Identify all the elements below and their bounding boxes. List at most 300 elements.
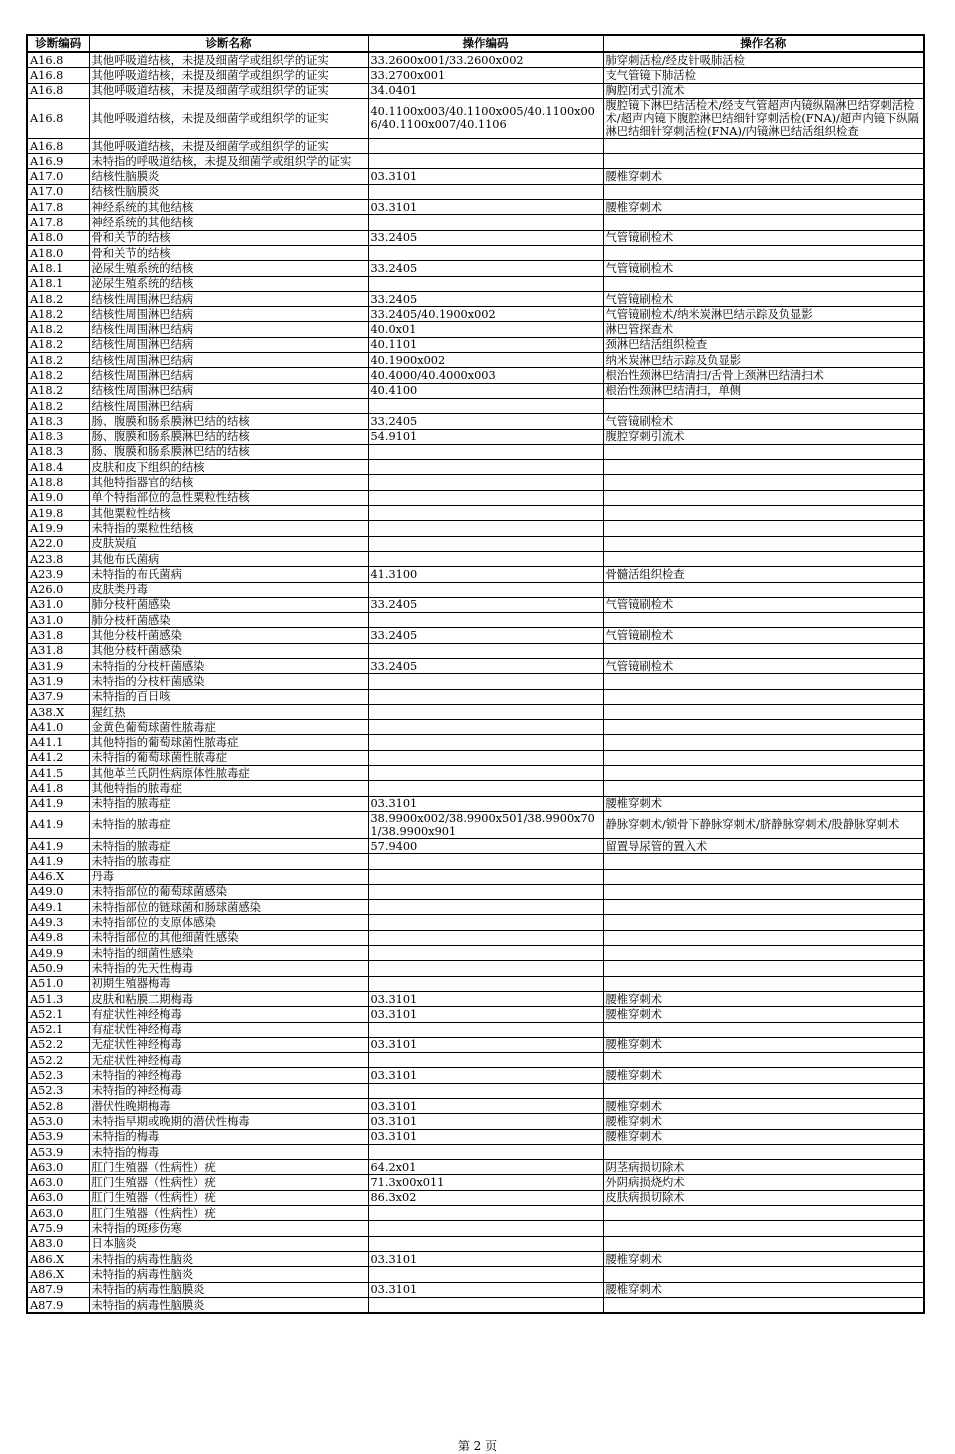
- table-row: [27, 551, 924, 566]
- diagnosis-code-cell: A18.2: [27, 307, 89, 322]
- diagnosis-name-cell: 未特指的梅毒: [89, 1129, 368, 1144]
- table-row: [27, 613, 924, 628]
- operation-code-cell: [368, 536, 603, 551]
- diagnosis-code-cell: A18.2: [27, 368, 89, 383]
- operation-code-cell: [368, 276, 603, 291]
- diagnosis-code-cell: A49.9: [27, 946, 89, 961]
- operation-name-cell: [603, 1083, 924, 1098]
- operation-code-cell: 54.9101: [368, 429, 603, 444]
- operation-code-cell: [368, 521, 603, 536]
- table-row: [27, 628, 924, 643]
- operation-name-cell: [603, 536, 924, 551]
- operation-name-cell: [603, 704, 924, 719]
- table-row: [27, 1083, 924, 1098]
- operation-name-cell: [603, 154, 924, 169]
- operation-code-cell: 03.3101: [368, 1114, 603, 1129]
- diagnosis-name-cell: 未特指的脓毒症: [89, 838, 368, 853]
- diagnosis-code-cell: A16.8: [27, 52, 89, 68]
- diagnosis-name-cell: 其他呼吸道结核，未提及细菌学或组织学的证实: [89, 52, 368, 68]
- diagnosis-name-cell: 未特指部位的链球菌和肠球菌感染: [89, 900, 368, 915]
- table-row: [27, 735, 924, 750]
- table-row: [27, 184, 924, 199]
- diagnosis-code-cell: A86.X: [27, 1251, 89, 1266]
- diagnosis-code-cell: A18.3: [27, 414, 89, 429]
- diagnosis-code-cell: A18.2: [27, 322, 89, 337]
- operation-name-cell: [603, 1297, 924, 1313]
- diagnosis-code-cell: A17.8: [27, 200, 89, 215]
- table-row: [27, 991, 924, 1006]
- diagnosis-code-cell: A86.X: [27, 1267, 89, 1282]
- operation-name-cell: 支气管镜下肺活检: [603, 68, 924, 83]
- table-row: [27, 582, 924, 597]
- operation-code-cell: [368, 490, 603, 505]
- diagnosis-name-cell: 未特指的斑疹伤寒: [89, 1221, 368, 1236]
- diagnosis-name-cell: 初期生殖器梅毒: [89, 976, 368, 991]
- diagnosis-name-cell: 其他呼吸道结核，未提及细菌学或组织学的证实: [89, 68, 368, 83]
- diagnosis-code-cell: A41.9: [27, 811, 89, 838]
- operation-code-cell: 33.2405: [368, 628, 603, 643]
- header-operation-name: 操作名称: [603, 35, 924, 52]
- operation-name-cell: 气管镜刷检术: [603, 291, 924, 306]
- operation-name-cell: [603, 854, 924, 869]
- table-row: [27, 98, 924, 138]
- operation-code-cell: [368, 215, 603, 230]
- diagnosis-name-cell: 肛门生殖器（性病性）疣: [89, 1175, 368, 1190]
- operation-name-cell: [603, 781, 924, 796]
- operation-code-cell: [368, 475, 603, 490]
- table-row: [27, 567, 924, 582]
- operation-code-cell: [368, 1083, 603, 1098]
- table-row: [27, 781, 924, 796]
- diagnosis-code-cell: A31.9: [27, 658, 89, 673]
- diagnosis-code-cell: A75.9: [27, 1221, 89, 1236]
- operation-name-cell: 淋巴管探查术: [603, 322, 924, 337]
- operation-code-cell: 57.9400: [368, 838, 603, 853]
- diagnosis-name-cell: 结核性周围淋巴结病: [89, 368, 368, 383]
- diagnosis-code-cell: A46.X: [27, 869, 89, 884]
- operation-code-cell: [368, 138, 603, 153]
- diagnosis-code-cell: A41.5: [27, 766, 89, 781]
- diagnosis-code-cell: A41.9: [27, 838, 89, 853]
- diagnosis-code-cell: A87.9: [27, 1282, 89, 1297]
- operation-code-cell: 03.3101: [368, 1037, 603, 1052]
- diagnosis-code-cell: A18.2: [27, 383, 89, 398]
- diagnosis-name-cell: 未特指的病毒性脑膜炎: [89, 1297, 368, 1313]
- operation-code-cell: 33.2405: [368, 414, 603, 429]
- operation-name-cell: [603, 398, 924, 413]
- operation-name-cell: 骨髓活组织检查: [603, 567, 924, 582]
- operation-name-cell: 腹腔镜下淋巴结活检术/经支气管超声内镜纵隔淋巴结穿刺活检术/超声内镜下腹腔淋巴结细针穿刺活检(FNA)/超声内镜下纵隔淋巴结细针穿刺活检(FNA)/内镜淋巴结活组织检查: [603, 98, 924, 138]
- diagnosis-name-cell: 肛门生殖器（性病性）疣: [89, 1160, 368, 1175]
- table-row: [27, 429, 924, 444]
- diagnosis-code-cell: A23.9: [27, 567, 89, 582]
- operation-name-cell: [603, 1022, 924, 1037]
- diagnosis-code-cell: A52.2: [27, 1037, 89, 1052]
- diagnosis-code-cell: A49.3: [27, 915, 89, 930]
- operation-code-cell: [368, 1221, 603, 1236]
- operation-name-cell: 腹腔穿刺引流术: [603, 429, 924, 444]
- diagnosis-code-cell: A19.0: [27, 490, 89, 505]
- operation-code-cell: 33.2600x001/33.2600x002: [368, 52, 603, 68]
- operation-code-cell: 03.3101: [368, 1099, 603, 1114]
- diagnosis-name-cell: 未特指的脓毒症: [89, 796, 368, 811]
- operation-name-cell: [603, 1144, 924, 1159]
- table-row: [27, 854, 924, 869]
- diagnosis-code-cell: A16.8: [27, 138, 89, 153]
- diagnosis-name-cell: 其他呼吸道结核，未提及细菌学或组织学的证实: [89, 83, 368, 98]
- diagnosis-code-cell: A51.3: [27, 991, 89, 1006]
- operation-name-cell: 皮肤病损切除术: [603, 1190, 924, 1205]
- diagnosis-code-cell: A23.8: [27, 551, 89, 566]
- table-row: [27, 1251, 924, 1266]
- operation-name-cell: [603, 1053, 924, 1068]
- operation-name-cell: 颈淋巴结活组织检查: [603, 337, 924, 352]
- header-row: [27, 35, 924, 52]
- table-row: [27, 946, 924, 961]
- operation-code-cell: 40.0x01: [368, 322, 603, 337]
- operation-code-cell: [368, 398, 603, 413]
- diagnosis-name-cell: 结核性周围淋巴结病: [89, 353, 368, 368]
- operation-code-cell: 71.3x00x011: [368, 1175, 603, 1190]
- table-row: [27, 750, 924, 765]
- table-row: [27, 245, 924, 260]
- operation-code-cell: 40.1100x003/40.1100x005/40.1100x006/40.1100x007/40.1106: [368, 98, 603, 138]
- diagnosis-code-cell: A52.2: [27, 1053, 89, 1068]
- operation-code-cell: [368, 1267, 603, 1282]
- diagnosis-code-cell: A51.0: [27, 976, 89, 991]
- diagnosis-name-cell: 骨和关节的结核: [89, 245, 368, 260]
- operation-code-cell: 40.1900x002: [368, 353, 603, 368]
- operation-name-cell: [603, 915, 924, 930]
- table-row: [27, 68, 924, 83]
- table-row: [27, 1022, 924, 1037]
- diagnosis-code-cell: A18.2: [27, 337, 89, 352]
- operation-name-cell: [603, 900, 924, 915]
- table-row: [27, 796, 924, 811]
- operation-code-cell: [368, 460, 603, 475]
- table-row: [27, 536, 924, 551]
- operation-name-cell: [603, 643, 924, 658]
- operation-name-cell: [603, 1221, 924, 1236]
- operation-code-cell: 03.3101: [368, 1251, 603, 1266]
- diagnosis-code-cell: A18.1: [27, 276, 89, 291]
- operation-name-cell: [603, 138, 924, 153]
- operation-code-cell: 33.2405: [368, 230, 603, 245]
- operation-name-cell: [603, 930, 924, 945]
- diagnosis-name-cell: 未特指的粟粒性结核: [89, 521, 368, 536]
- operation-name-cell: [603, 506, 924, 521]
- table-row: [27, 811, 924, 838]
- operation-name-cell: 气管镜刷检术: [603, 597, 924, 612]
- operation-code-cell: 33.2405: [368, 291, 603, 306]
- table-row: [27, 154, 924, 169]
- operation-name-cell: [603, 750, 924, 765]
- header-operation-code: 操作编码: [368, 35, 603, 52]
- operation-code-cell: 03.3101: [368, 1007, 603, 1022]
- operation-name-cell: [603, 961, 924, 976]
- operation-code-cell: [368, 689, 603, 704]
- diagnosis-code-cell: A16.9: [27, 154, 89, 169]
- operation-name-cell: [603, 475, 924, 490]
- operation-code-cell: [368, 704, 603, 719]
- diagnosis-code-cell: A18.0: [27, 230, 89, 245]
- table-row: [27, 322, 924, 337]
- operation-code-cell: 40.1101: [368, 337, 603, 352]
- diagnosis-code-cell: A52.8: [27, 1099, 89, 1114]
- operation-name-cell: [603, 946, 924, 961]
- table-row: [27, 766, 924, 781]
- operation-name-cell: 根治性颈淋巴结清扫，单侧: [603, 383, 924, 398]
- diagnosis-name-cell: 皮肤和皮下组织的结核: [89, 460, 368, 475]
- diagnosis-name-cell: 结核性周围淋巴结病: [89, 307, 368, 322]
- diagnosis-name-cell: 未特指的病毒性脑炎: [89, 1251, 368, 1266]
- diagnosis-code-cell: A18.8: [27, 475, 89, 490]
- diagnosis-code-cell: A31.0: [27, 597, 89, 612]
- operation-name-cell: 外阴病损烧灼术: [603, 1175, 924, 1190]
- operation-code-cell: [368, 582, 603, 597]
- operation-code-cell: [368, 900, 603, 915]
- operation-code-cell: 33.2405: [368, 597, 603, 612]
- diagnosis-code-cell: A83.0: [27, 1236, 89, 1251]
- diagnosis-code-cell: A31.8: [27, 628, 89, 643]
- diagnosis-code-cell: A18.2: [27, 398, 89, 413]
- operation-name-cell: 腰椎穿刺术: [603, 796, 924, 811]
- operation-code-cell: [368, 245, 603, 260]
- diagnosis-code-cell: A16.8: [27, 83, 89, 98]
- diagnosis-code-cell: A87.9: [27, 1297, 89, 1313]
- operation-code-cell: [368, 869, 603, 884]
- diagnosis-name-cell: 未特指的呼吸道结核，未提及细菌学或组织学的证实: [89, 154, 368, 169]
- operation-name-cell: [603, 276, 924, 291]
- operation-code-cell: [368, 781, 603, 796]
- diagnosis-name-cell: 肠、腹膜和肠系膜淋巴结的结核: [89, 444, 368, 459]
- diagnosis-name-cell: 未特指的葡萄球菌性脓毒症: [89, 750, 368, 765]
- diagnosis-name-cell: 肛门生殖器（性病性）疣: [89, 1190, 368, 1205]
- page-number: 第 2 页: [457, 1439, 498, 1453]
- table-row: [27, 230, 924, 245]
- diagnosis-name-cell: 肺分枝杆菌感染: [89, 597, 368, 612]
- diagnosis-name-cell: 结核性周围淋巴结病: [89, 291, 368, 306]
- operation-code-cell: 33.2405/40.1900x002: [368, 307, 603, 322]
- diagnosis-name-cell: 其他粟粒性结核: [89, 506, 368, 521]
- table-row: [27, 915, 924, 930]
- diagnosis-code-cell: A38.X: [27, 704, 89, 719]
- operation-name-cell: [603, 215, 924, 230]
- operation-name-cell: 根治性颈淋巴结清扫/舌骨上颈淋巴结清扫术: [603, 368, 924, 383]
- diagnosis-name-cell: 其他特指器官的结核: [89, 475, 368, 490]
- operation-name-cell: 气管镜刷检术: [603, 628, 924, 643]
- diagnosis-code-cell: A18.4: [27, 460, 89, 475]
- operation-name-cell: 腰椎穿刺术: [603, 1129, 924, 1144]
- diagnosis-code-cell: A17.0: [27, 184, 89, 199]
- table-row: [27, 961, 924, 976]
- diagnosis-code-cell: A49.0: [27, 884, 89, 899]
- diagnosis-name-cell: 神经系统的其他结核: [89, 200, 368, 215]
- diagnosis-name-cell: 日本脑炎: [89, 1236, 368, 1251]
- operation-code-cell: 38.9900x002/38.9900x501/38.9900x701/38.9900x901: [368, 811, 603, 838]
- diagnosis-name-cell: 其他呼吸道结核，未提及细菌学或组织学的证实: [89, 98, 368, 138]
- table-row: [27, 414, 924, 429]
- operation-name-cell: [603, 766, 924, 781]
- table-row: [27, 83, 924, 98]
- table-row: [27, 1114, 924, 1129]
- table-row: [27, 1129, 924, 1144]
- diagnosis-code-cell: A63.0: [27, 1175, 89, 1190]
- diagnosis-name-cell: 其他分枝杆菌感染: [89, 643, 368, 658]
- operation-code-cell: 34.0401: [368, 83, 603, 98]
- diagnosis-code-cell: A19.8: [27, 506, 89, 521]
- table-body: [27, 52, 924, 1313]
- diagnosis-code-cell: A18.1: [27, 261, 89, 276]
- operation-code-cell: [368, 976, 603, 991]
- diagnosis-name-cell: 未特指的脓毒症: [89, 811, 368, 838]
- diagnosis-name-cell: 有症状性神经梅毒: [89, 1022, 368, 1037]
- diagnosis-code-cell: A37.9: [27, 689, 89, 704]
- diagnosis-name-cell: 未特指的病毒性脑炎: [89, 1267, 368, 1282]
- table-row: [27, 643, 924, 658]
- diagnosis-code-cell: A63.0: [27, 1206, 89, 1221]
- table-row: [27, 1190, 924, 1205]
- diagnosis-name-cell: 其他呼吸道结核，未提及细菌学或组织学的证实: [89, 138, 368, 153]
- table-row: [27, 1206, 924, 1221]
- diagnosis-name-cell: 结核性脑膜炎: [89, 184, 368, 199]
- table-row: [27, 506, 924, 521]
- diagnosis-name-cell: 结核性周围淋巴结病: [89, 322, 368, 337]
- table-row: [27, 215, 924, 230]
- operation-code-cell: [368, 1206, 603, 1221]
- operation-code-cell: [368, 884, 603, 899]
- diagnosis-code-cell: A50.9: [27, 961, 89, 976]
- operation-name-cell: 腰椎穿刺术: [603, 1037, 924, 1052]
- table-row: [27, 337, 924, 352]
- operation-code-cell: [368, 930, 603, 945]
- operation-name-cell: 气管镜刷检术/纳米炭淋巴结示踪及负显影: [603, 307, 924, 322]
- diagnosis-name-cell: 未特指部位的其他细菌性感染: [89, 930, 368, 945]
- table-row: [27, 307, 924, 322]
- operation-code-cell: 41.3100: [368, 567, 603, 582]
- diagnosis-name-cell: 其他布氏菌病: [89, 551, 368, 566]
- table-row: [27, 884, 924, 899]
- operation-name-cell: [603, 582, 924, 597]
- table-row: [27, 490, 924, 505]
- operation-name-cell: 腰椎穿刺术: [603, 169, 924, 184]
- table-row: [27, 169, 924, 184]
- diagnosis-code-cell: A52.1: [27, 1022, 89, 1037]
- table-row: [27, 674, 924, 689]
- table-row: [27, 460, 924, 475]
- header-diagnosis-name: 诊断名称: [89, 35, 368, 52]
- operation-code-cell: [368, 915, 603, 930]
- operation-code-cell: [368, 613, 603, 628]
- operation-code-cell: 03.3101: [368, 991, 603, 1006]
- table-row: [27, 1144, 924, 1159]
- table-row: [27, 1037, 924, 1052]
- diagnosis-code-cell: A31.8: [27, 643, 89, 658]
- diagnosis-name-cell: 未特指的细菌性感染: [89, 946, 368, 961]
- operation-name-cell: 腰椎穿刺术: [603, 1114, 924, 1129]
- operation-name-cell: 气管镜刷检术: [603, 414, 924, 429]
- table-row: [27, 900, 924, 915]
- operation-code-cell: [368, 1053, 603, 1068]
- table-row: [27, 200, 924, 215]
- diagnosis-code-cell: A16.8: [27, 98, 89, 138]
- operation-code-cell: [368, 1297, 603, 1313]
- diagnosis-name-cell: 肠、腹膜和肠系膜淋巴结的结核: [89, 414, 368, 429]
- diagnosis-code-cell: A52.3: [27, 1068, 89, 1083]
- diagnosis-code-cell: A41.9: [27, 796, 89, 811]
- operation-name-cell: [603, 1267, 924, 1282]
- diagnosis-name-cell: 未特指的先天性梅毒: [89, 961, 368, 976]
- diagnosis-name-cell: 结核性周围淋巴结病: [89, 383, 368, 398]
- table-row: [27, 52, 924, 68]
- operation-name-cell: [603, 444, 924, 459]
- diagnosis-name-cell: 其他特指的脓毒症: [89, 781, 368, 796]
- operation-name-cell: [603, 674, 924, 689]
- diagnosis-code-cell: A16.8: [27, 68, 89, 83]
- table-row: [27, 597, 924, 612]
- table-row: [27, 1221, 924, 1236]
- operation-name-cell: 阴茎病损切除术: [603, 1160, 924, 1175]
- diagnosis-name-cell: 未特指部位的葡萄球菌感染: [89, 884, 368, 899]
- operation-name-cell: [603, 1206, 924, 1221]
- diagnosis-name-cell: 潜伏性晚期梅毒: [89, 1099, 368, 1114]
- operation-name-cell: 气管镜刷检术: [603, 261, 924, 276]
- table-row: [27, 368, 924, 383]
- operation-code-cell: [368, 154, 603, 169]
- operation-code-cell: 33.2405: [368, 261, 603, 276]
- diagnosis-name-cell: 未特指的分枝杆菌感染: [89, 674, 368, 689]
- operation-code-cell: 03.3101: [368, 1068, 603, 1083]
- operation-name-cell: 腰椎穿刺术: [603, 1282, 924, 1297]
- table-row: [27, 475, 924, 490]
- diagnosis-code-cell: A41.9: [27, 854, 89, 869]
- operation-name-cell: [603, 976, 924, 991]
- diagnosis-name-cell: 皮肤炭疽: [89, 536, 368, 551]
- diagnosis-name-cell: 金黄色葡萄球菌性脓毒症: [89, 720, 368, 735]
- table-row: [27, 291, 924, 306]
- operation-name-cell: [603, 720, 924, 735]
- operation-name-cell: 肺穿刺活检/经皮针吸肺活检: [603, 52, 924, 68]
- operation-code-cell: 03.3101: [368, 169, 603, 184]
- operation-name-cell: 留置导尿管的置入术: [603, 838, 924, 853]
- table-row: [27, 1160, 924, 1175]
- diagnosis-name-cell: 无症状性神经梅毒: [89, 1037, 368, 1052]
- diagnosis-name-cell: 骨和关节的结核: [89, 230, 368, 245]
- operation-name-cell: 腰椎穿刺术: [603, 1251, 924, 1266]
- table-row: [27, 398, 924, 413]
- diagnosis-name-cell: 未特指的脓毒症: [89, 854, 368, 869]
- table-row: [27, 658, 924, 673]
- operation-code-cell: [368, 506, 603, 521]
- operation-name-cell: 腰椎穿刺术: [603, 1099, 924, 1114]
- table-header: [27, 35, 924, 52]
- diagnosis-name-cell: 结核性脑膜炎: [89, 169, 368, 184]
- table-row: [27, 1297, 924, 1313]
- operation-code-cell: [368, 674, 603, 689]
- diagnosis-name-cell: 其他特指的葡萄球菌性脓毒症: [89, 735, 368, 750]
- diagnosis-code-cell: A17.0: [27, 169, 89, 184]
- operation-code-cell: 86.3x02: [368, 1190, 603, 1205]
- diagnosis-code-cell: A22.0: [27, 536, 89, 551]
- table-row: [27, 976, 924, 991]
- table-row: [27, 930, 924, 945]
- diagnosis-code-cell: A63.0: [27, 1190, 89, 1205]
- operation-name-cell: [603, 521, 924, 536]
- operation-code-cell: 33.2700x001: [368, 68, 603, 83]
- operation-code-cell: [368, 1236, 603, 1251]
- diagnosis-name-cell: 结核性周围淋巴结病: [89, 398, 368, 413]
- diagnosis-name-cell: 肺分枝杆菌感染: [89, 613, 368, 628]
